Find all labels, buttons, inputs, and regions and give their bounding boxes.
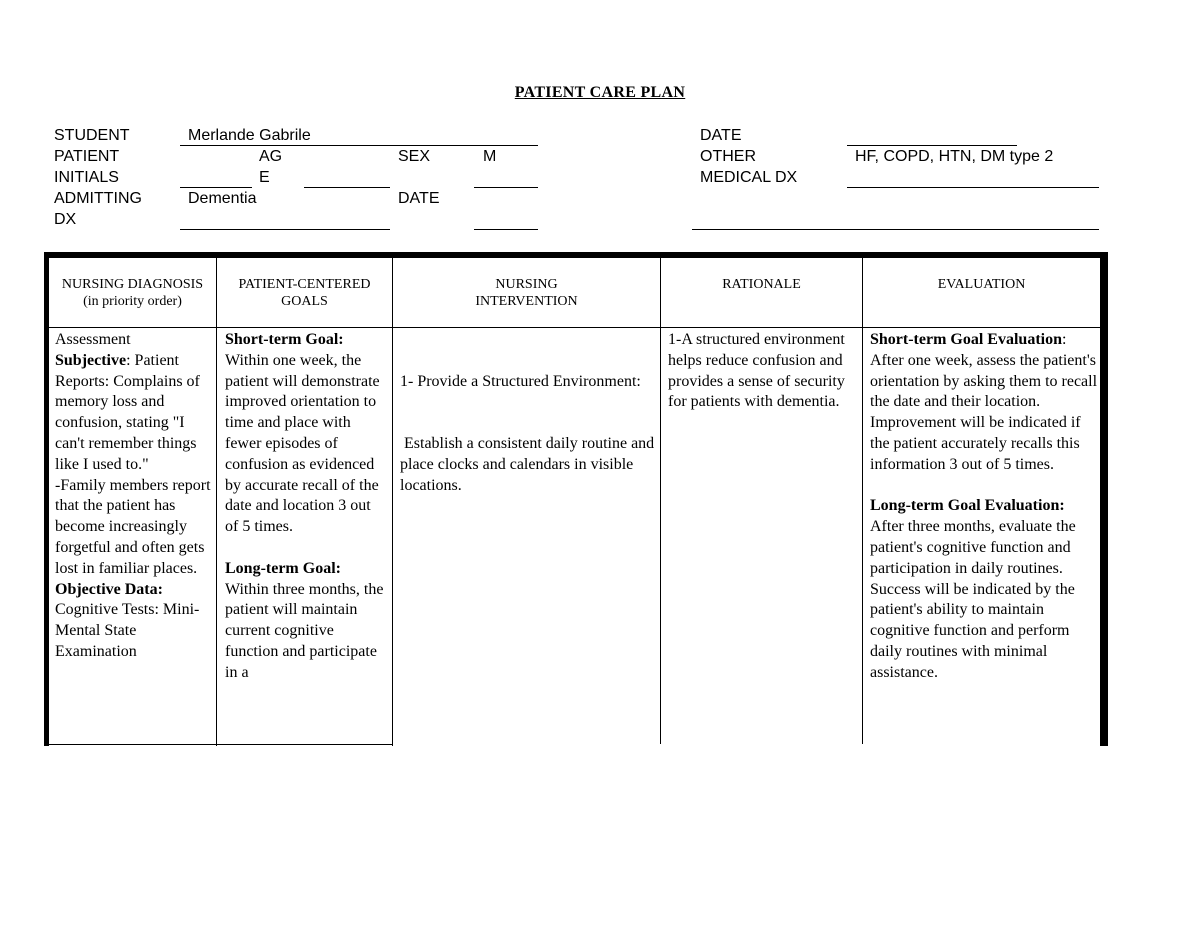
page-title: PATIENT CARE PLAN (514, 84, 686, 101)
short-term-goal-label: Short-term Goal: (225, 331, 344, 348)
table-right-border (1100, 252, 1108, 746)
patient-label: PATIENT (54, 148, 120, 165)
dx-label: DX (54, 211, 77, 228)
date-label-right: DATE (700, 127, 742, 144)
sex-underline (474, 187, 538, 188)
header-nursing-intervention: NURSING INTERVENTION (475, 277, 578, 309)
long-term-evaluation-text: After three months, evaluate the patient's cognitive function and participation in daily routines. Success will be indicated by the patient's ability to maintain cognitive function and perform daily routines with minimal assistance. (870, 518, 1076, 681)
admitting-value: Dementia (188, 190, 257, 207)
header-evaluation: EVALUATION (937, 277, 1026, 292)
family-text: -Family members report that the patient has become increasingly forgetful and often gets lost in familiar places. (55, 476, 211, 577)
column-divider-4 (862, 252, 863, 744)
medical-dx-underline (847, 187, 1099, 188)
date-underline-left (474, 229, 538, 230)
table-top-border (44, 252, 1108, 258)
long-term-evaluation-label: Long-term Goal Evaluation: (870, 497, 1065, 515)
initials-value-1: AG (259, 148, 283, 165)
column-divider-3 (660, 252, 661, 744)
rationale-cell (668, 330, 858, 413)
other-medical-dx-value: HF, COPD, HTN, DM type 2 (855, 148, 1054, 165)
medical-dx-underline-2 (692, 229, 1099, 230)
sex-value: M (483, 148, 497, 165)
sex-label: SEX (398, 148, 431, 165)
initials-value-2: E (259, 169, 270, 186)
short-term-evaluation-text: After one week, assess the patient's orientation by asking them to recall the date and their location. Improvement will be indicated if the patient accurately recalls this information 3 out of 5 times. (870, 351, 1098, 473)
subjective-text: Subjective: Patient Reports: Complains of memory loss and confusion, stating "I can't remember things like I used to." (55, 351, 200, 473)
header-patient-centered-goals: PATIENT-CENTERED GOALS (238, 277, 371, 309)
date-label-left: DATE (398, 190, 440, 207)
initials-label: INITIALS (54, 169, 119, 186)
objective-text: Cognitive Tests: Mini-Mental State Examination (55, 601, 200, 660)
other-label: OTHER (700, 148, 756, 165)
short-term-goal-text: Within one week, the patient will demonstrate improved orientation to time and place with fewer episodes of confusion as evidenced by accurate recall of the date and location 3 out of 5 times. (225, 351, 380, 536)
long-term-goal-text: Within three months, the patient will maintain current cognitive function and participate in a (225, 580, 384, 681)
intervention-cell (400, 330, 659, 538)
table-bottom-border (49, 744, 393, 745)
goals-cell (225, 330, 387, 684)
admitting-label: ADMITTING (54, 190, 142, 207)
intervention-line-2: Establish a consistent daily routine and place clocks and calendars in visible locations. (400, 434, 659, 494)
intervention-line-1: 1- Provide a Structured Environment: (400, 372, 641, 390)
header-nursing-diagnosis: NURSING DIAGNOSIS (in priority order) (61, 277, 204, 309)
initials-underline-2 (304, 187, 390, 188)
medical-dx-label: MEDICAL DX (700, 169, 798, 186)
header-row-divider (49, 327, 1100, 328)
student-label: STUDENT (54, 127, 130, 144)
objective-label: Objective Data: (55, 580, 163, 598)
short-term-evaluation-label: Short-term Goal Evaluation: (870, 331, 1067, 348)
admitting-underline (180, 229, 390, 230)
evaluation-cell (870, 330, 1098, 684)
assessment-label: Assessment (55, 331, 131, 348)
header-rationale: RATIONALE (722, 277, 801, 292)
diagnosis-cell (55, 330, 213, 663)
rationale-text: 1-A structured environment helps reduce confusion and provides a sense of security for patients with dementia. (668, 331, 845, 411)
student-value: Merlande Gabrile (188, 127, 311, 144)
long-term-goal-label: Long-term Goal: (225, 559, 341, 577)
